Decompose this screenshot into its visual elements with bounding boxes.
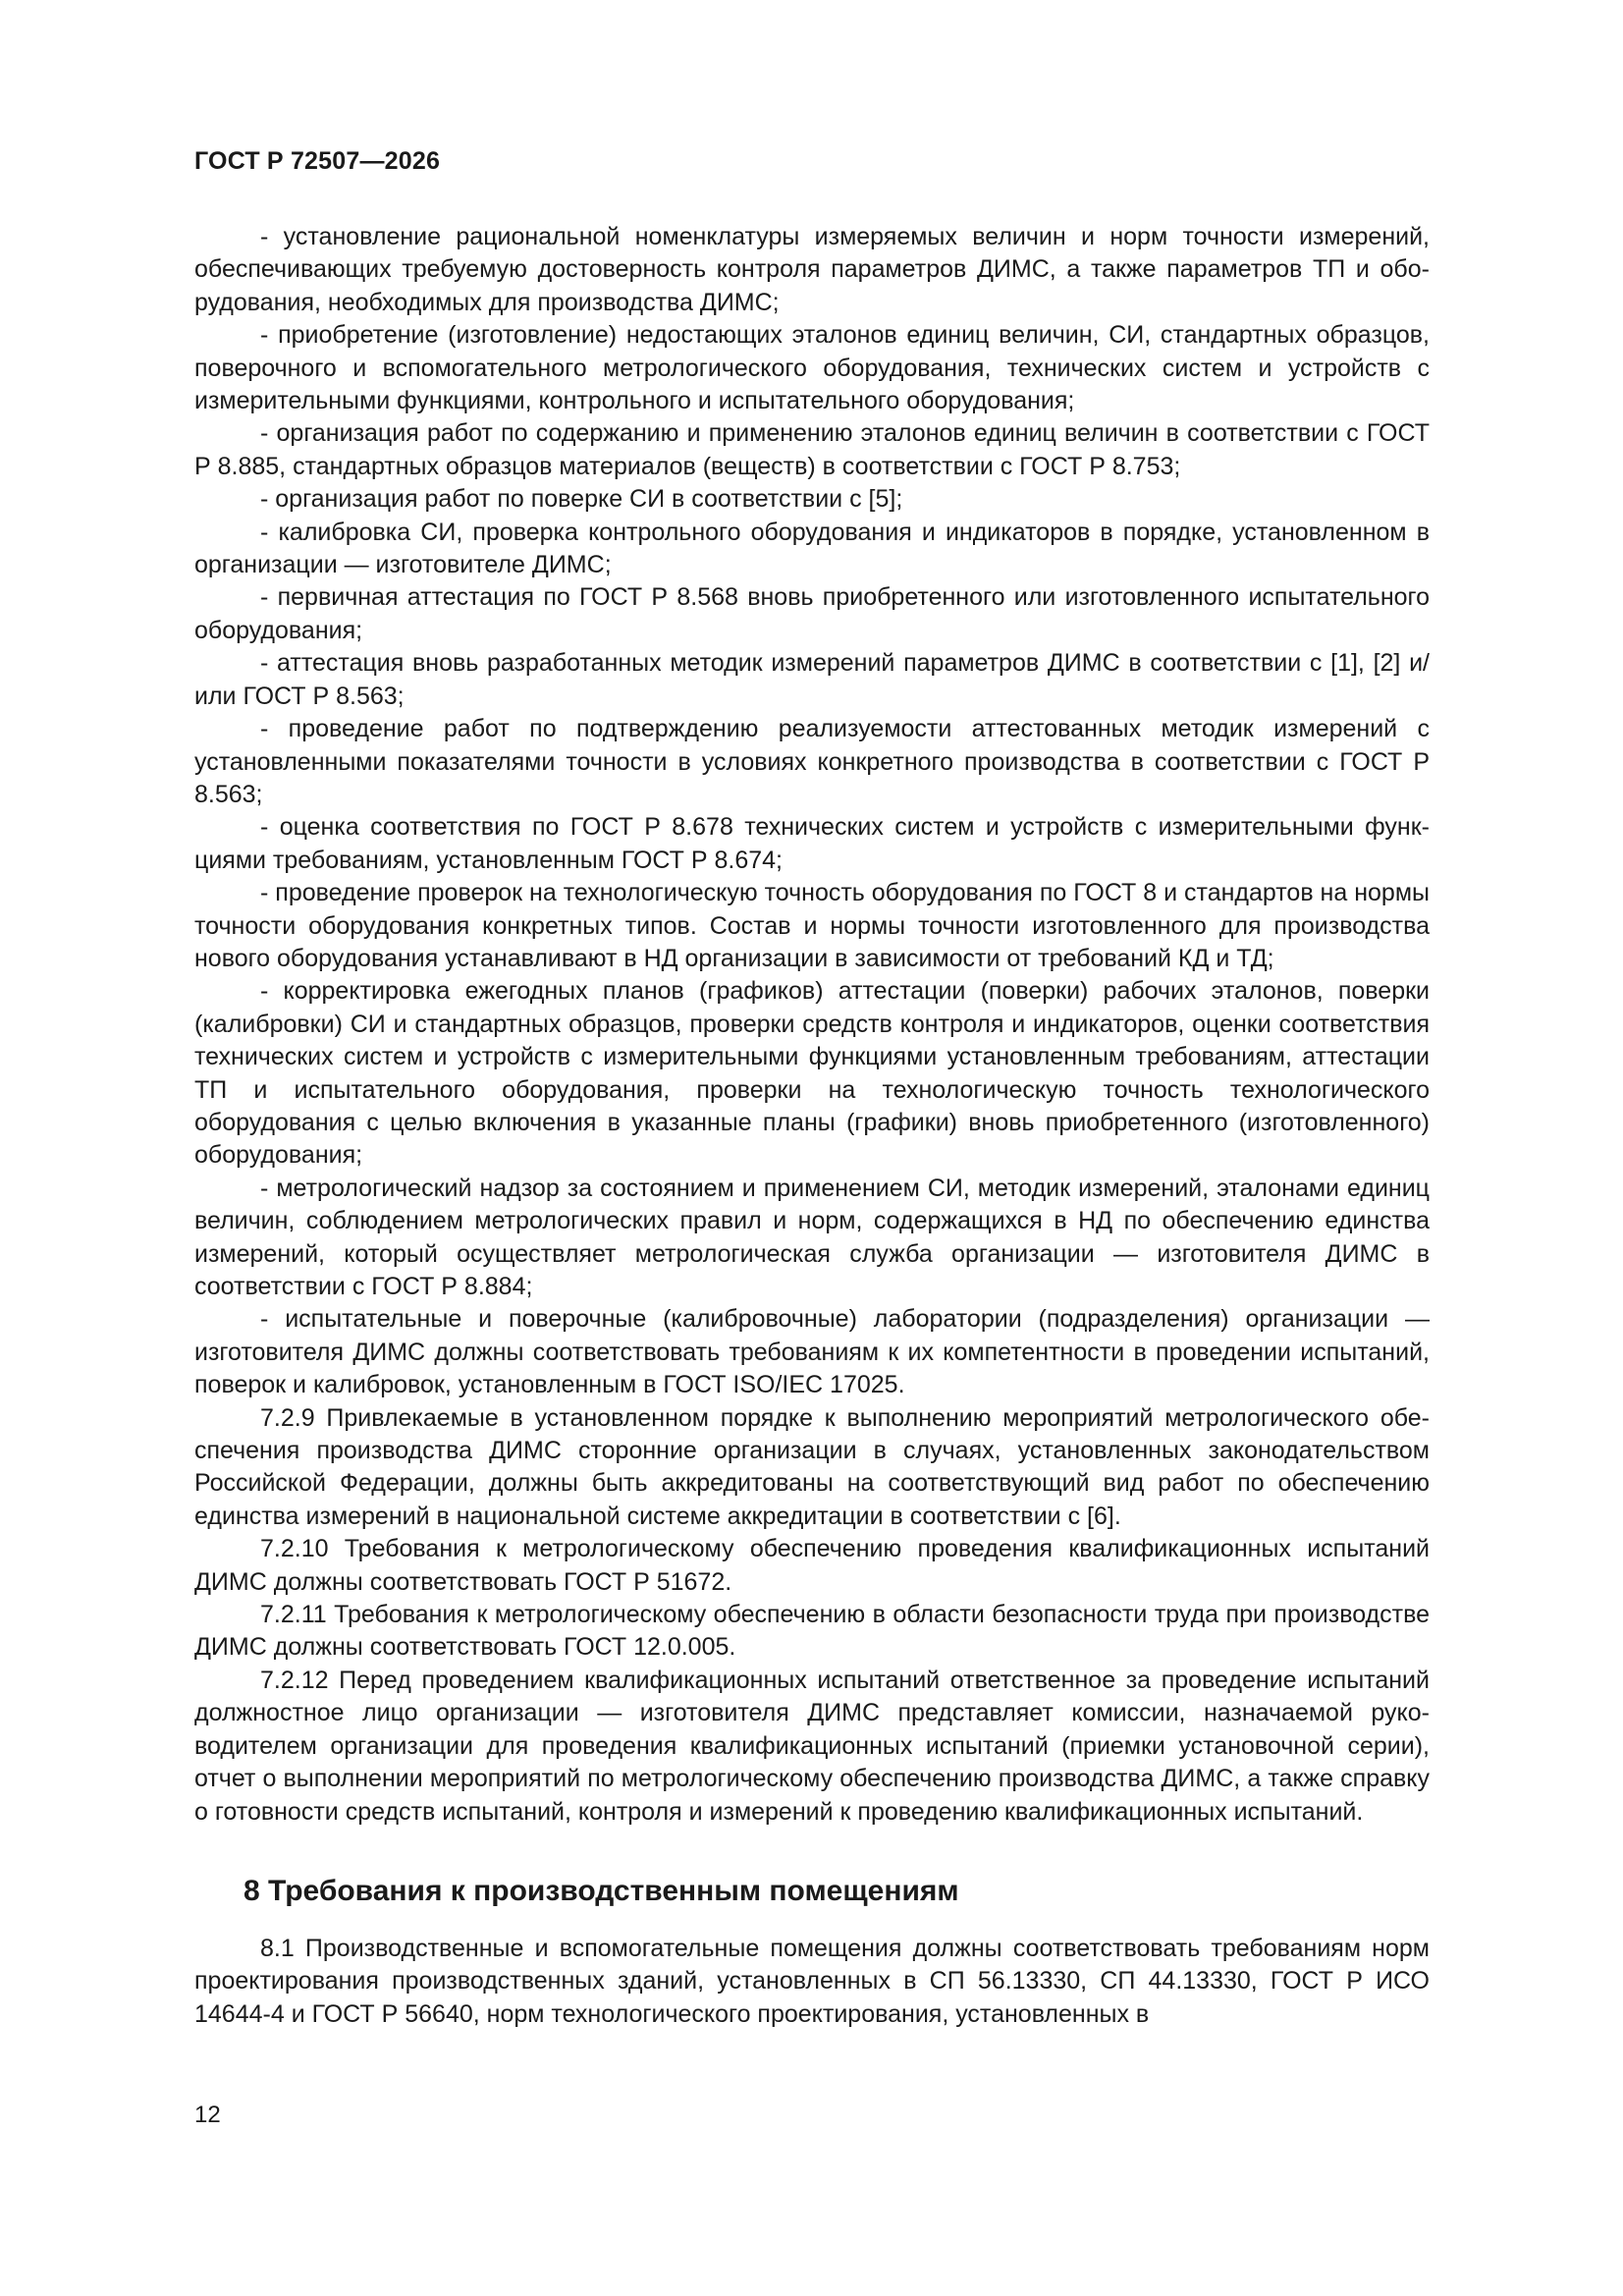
paragraph: - корректировка ежегодных планов (графиков) аттестации (поверки) рабочих эталонов, поверки (калибровки) СИ и стандартных образцов, проверки средств контроля и индикаторов, оценки соответствия технических систем и устройств с измерительными функциями установленным требованиям, аттестации ТП и испытательного оборудования, проверки на технологическую точность технологического оборудования с целью включения в указанные планы (графики) вновь приобретенного (изготовленного) оборудования; bbox=[194, 977, 1430, 1170]
paragraph: - организация работ по содержанию и применению эталонов единиц величин в соответствии с ГОСТ Р 8.885, стандартных образцов материалов (веществ) в соответствии с ГОСТ Р 8.753; bbox=[194, 419, 1430, 480]
paragraph: - испытательные и поверочные (калибровочные) лаборатории (подразделения) организации — изготовителя ДИМС должны соответствовать требованиям к их компетентности в проведении испытаний, поверок и калибровок, установленным в ГОСТ ISO/IEC 17025. bbox=[194, 1305, 1430, 1399]
paragraph: - приобретение (изготовление) недостающих эталонов единиц величин, СИ, стандартных образцов, поверочного и вспомогательного метрологического оборудования, технических систем и устройств с измерительными функциями, контрольного и испытательного оборудования; bbox=[194, 321, 1430, 415]
section-heading: 8 Требования к производственным помещениям bbox=[243, 1874, 959, 1907]
paragraph: - оценка соответствия по ГОСТ Р 8.678 технических систем и устройств с измерительными функциями требованиям, установленным ГОСТ Р 8.674; bbox=[194, 813, 1430, 874]
paragraph: 7.2.12 Перед проведением квалификационных испытаний ответственное за проведение испытаний должностное лицо организации — изготовителя ДИМС представляет комиссии, назначаемой руководителем организации для проведения квалификационных испытаний (приемки установочной серии), отчет о выполнении мероприятий по метрологическому обеспечению производства ДИМС, а также справку о готовности средств испытаний, контроля и измерений к проведению квалификационных испытаний. bbox=[194, 1666, 1430, 1826]
paragraph: - метрологический надзор за состоянием и применением СИ, методик измерений, эталонами единиц величин, соблюдением метрологических правил и норм, содержащихся в НД по обеспечению единства измерений, который осуществляет метрологическая служба организации — изготовителя ДИМС в соответствии с ГОСТ Р 8.884; bbox=[194, 1174, 1430, 1300]
paragraph: - организация работ по поверке СИ в соответствии с [5]; bbox=[260, 485, 903, 514]
paragraph: - калибровка СИ, проверка контрольного оборудования и индикаторов в порядке, установленном в организации — изготовителе ДИМС; bbox=[194, 518, 1430, 579]
paragraph: 7.2.9 Привлекаемые в установленном порядке к выполнению мероприятий метрологического обеспечения производства ДИМС сторонние организации в случаях, установленных законодательством Российской Федерации, должны быть аккредитованы на соответствующий вид работ по обеспечению единства измерений в национальной системе аккредитации в соответствии с [6]. bbox=[194, 1403, 1430, 1530]
paragraph: - аттестация вновь разработанных методик измерений параметров ДИМС в соответствии с [1], [2] и/или ГОСТ Р 8.563; bbox=[194, 649, 1430, 710]
document-header: ГОСТ Р 72507—2026 bbox=[194, 147, 441, 175]
paragraph: - первичная аттестация по ГОСТ Р 8.568 вновь приобретенного или изготовленного испытательного оборудования; bbox=[194, 583, 1430, 644]
document-body bbox=[194, 221, 1430, 2031]
paragraph: 7.2.10 Требования к метрологическому обеспечению проведения квалификационных испытаний ДИМС должны соответствовать ГОСТ Р 51672. bbox=[194, 1535, 1430, 1596]
paragraph: 7.2.11 Требования к метрологическому обеспечению в области безопасности труда при производстве ДИМС должны соответствовать ГОСТ 12.0.005. bbox=[194, 1601, 1430, 1662]
paragraph: 8.1 Производственные и вспомогательные помещения должны соответствовать требованиям норм проектирования производственных зданий, установленных в СП 56.13330, СП 44.13330, ГОСТ Р ИСО 14644-4 и ГОСТ Р 56640, норм технологического проектирования, установленных в bbox=[194, 1934, 1430, 2028]
paragraph: - проведение проверок на технологическую точность оборудования по ГОСТ 8 и стандартов на нормы точности оборудования конкретных типов. Состав и нормы точности изготовленного для производства нового оборудования устанавливают в НД организации в зависимости от требований КД и ТД; bbox=[194, 879, 1430, 972]
page-number: 12 bbox=[194, 2102, 221, 2128]
paragraph: - установление рациональной номенклатуры измеряемых величин и норм точности измерений, обеспечивающих требуемую достоверность контроля параметров ДИМС, а также параметров ТП и оборудования, необходимых для производства ДИМС; bbox=[194, 223, 1430, 316]
paragraph: - проведение работ по подтверждению реализуемости аттестованных методик измерений с установленными показателями точности в условиях конкретного производства в соответствии с ГОСТ Р 8.563; bbox=[194, 715, 1430, 808]
